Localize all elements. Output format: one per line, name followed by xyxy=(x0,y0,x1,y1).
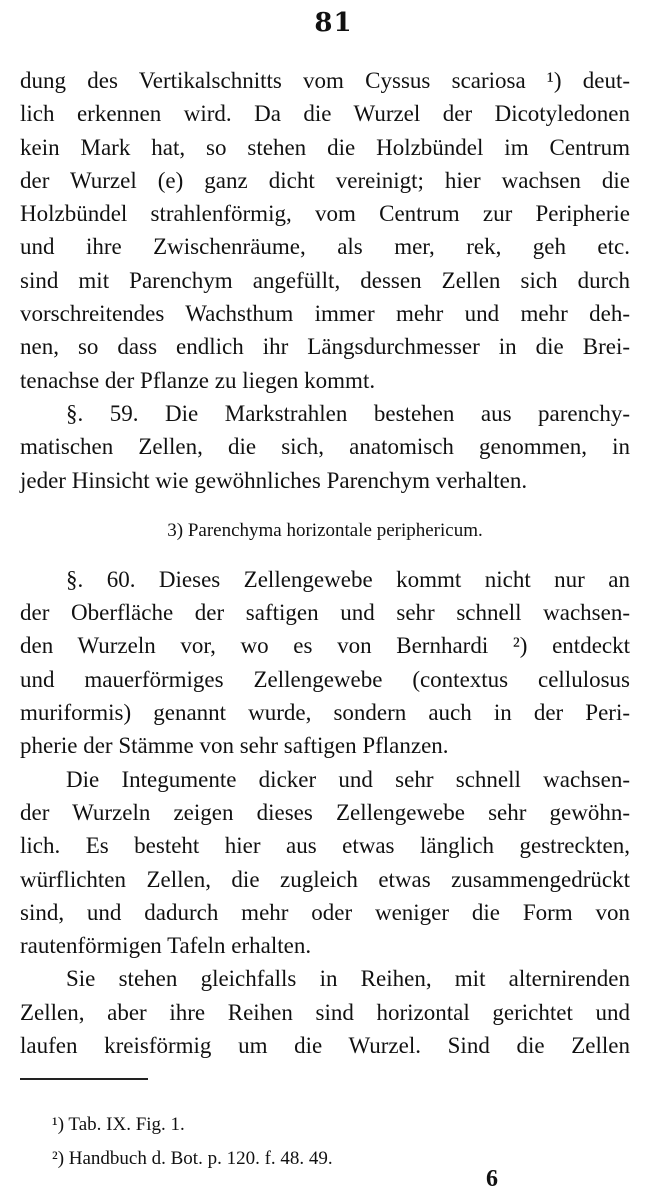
paragraph-start: Sie stehen gleichfalls in Reihen, mit alternirenden xyxy=(66,966,630,992)
text-line: lich. Es besteht hier aus etwas länglich gestreckten, xyxy=(20,833,630,859)
page-number: 81 xyxy=(314,8,353,38)
text-line: nen, so dass endlich ihr Längsdurchmesser in die Brei- xyxy=(20,334,630,360)
text-line: pherie der Stämme von sehr saftigen Pflanzen. xyxy=(20,733,449,759)
paragraph-59-start: §. 59. Die Markstrahlen bestehen aus parenchy- xyxy=(66,400,630,426)
text-line: muriformis) genannt wurde, sondern auch in der Peri- xyxy=(20,700,630,726)
text-line: jeder Hinsicht wie gewöhnliches Parenchym verhalten. xyxy=(20,467,528,493)
text-line: sind, und dadurch mehr oder weniger die Form von xyxy=(20,899,630,925)
text-line: dung des Vertikalschnitts vom Cyssus scariosa ¹) deut- xyxy=(20,68,630,93)
text-line: lich erkennen wird. Da die Wurzel der Dicotyledonen xyxy=(20,101,630,127)
paragraph-start: Die Integumente dicker und sehr schnell wachsen- xyxy=(66,766,630,792)
text-line: und ihre Zwischenräume, als mer, rek, geh etc. xyxy=(20,234,630,260)
text-line: der Oberfläche der saftigen und sehr schnell wachsen- xyxy=(20,600,630,626)
body-text xyxy=(20,64,630,1062)
footnote-2: ²) Handbuch d. Bot. p. 120. f. 48. 49. xyxy=(52,1148,333,1169)
text-line: Holzbündel strahlenförmig, vom Centrum zur Peripherie xyxy=(20,201,630,227)
text-line: kein Mark hat, so stehen die Holzbündel im Centrum xyxy=(20,134,630,160)
text-line: der Wurzel (e) ganz dicht vereinigt; hier wachsen die xyxy=(20,167,630,193)
text-line: laufen kreisförmig um die Wurzel. Sind die Zellen xyxy=(20,1033,630,1059)
footnote-divider xyxy=(20,1078,148,1080)
footnotes xyxy=(52,1108,333,1176)
text-line: sind mit Parenchym angefüllt, dessen Zellen sich durch xyxy=(20,267,630,293)
section-heading: 3) Parenchyma horizontale periphericum. xyxy=(167,519,483,541)
text-line: Zellen, aber ihre Reihen sind horizontal gerichtet und xyxy=(20,999,630,1025)
text-line: der Wurzeln zeigen dieses Zellengewebe sehr gewöhn- xyxy=(20,799,630,825)
text-line: matischen Zellen, die sich, anatomisch genommen, in xyxy=(20,434,630,460)
text-line: vorschreitendes Wachsthum immer mehr und mehr deh- xyxy=(20,301,630,327)
paragraph-60-start: §. 60. Dieses Zellengewebe kommt nicht nur an xyxy=(66,566,630,592)
text-line: und mauerförmiges Zellengewebe (contextus cellulosus xyxy=(20,666,630,692)
text-line: würflichten Zellen, die zugleich etwas zusammengedrückt xyxy=(20,866,630,892)
text-line: den Wurzeln vor, wo es von Bernhardi ²) entdeckt xyxy=(20,633,630,659)
text-line: tenachse der Pflanze zu liegen kommt. xyxy=(20,367,376,393)
footnote-1: ¹) Tab. IX. Fig. 1. xyxy=(52,1114,185,1135)
text-line: rautenförmigen Tafeln erhalten. xyxy=(20,933,312,959)
signature-mark: 6 xyxy=(486,1166,498,1192)
